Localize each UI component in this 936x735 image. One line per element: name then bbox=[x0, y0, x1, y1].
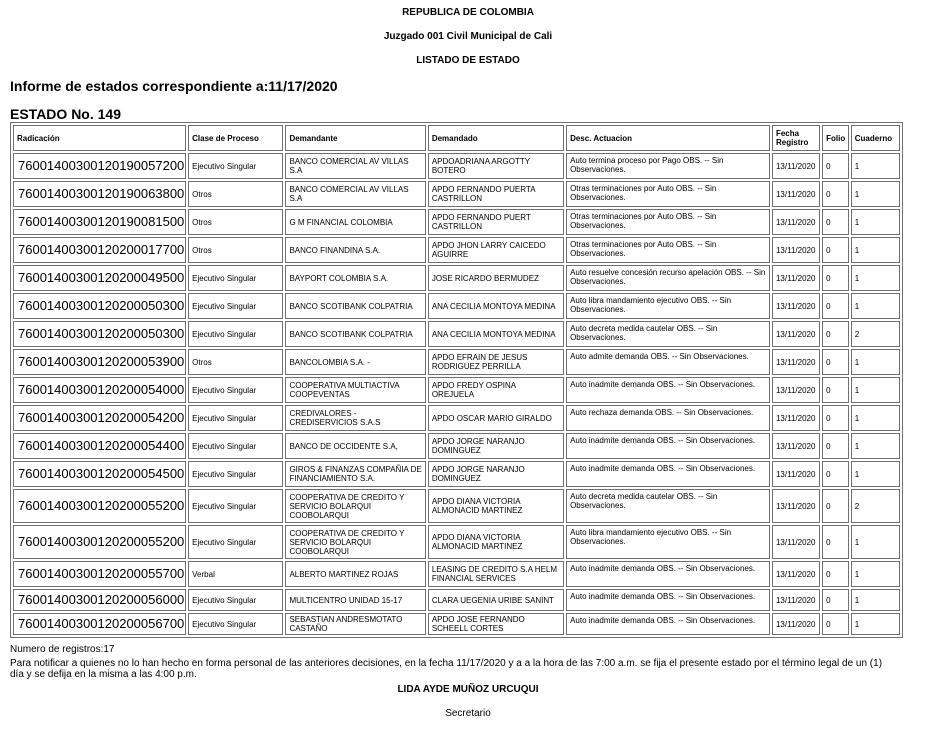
cell-fecha: 13/11/2020 bbox=[772, 349, 820, 375]
cell-radicacion: 76001400300120200050300 bbox=[13, 321, 186, 347]
cell-actuacion: Auto libra mandamiento ejecutivo OBS. -- Sin Observaciones. bbox=[566, 525, 770, 559]
col-header-cuaderno: Cuaderno bbox=[851, 125, 900, 151]
cell-demandado: APDO OSCAR MARIO GIRALDO bbox=[428, 405, 564, 431]
col-header-actuacion: Desc. Actuacion bbox=[566, 125, 770, 151]
table-header-row bbox=[13, 125, 900, 151]
cell-cuaderno: 1 bbox=[851, 613, 900, 635]
cell-cuaderno: 1 bbox=[851, 525, 900, 559]
cell-actuacion: Auto inadmite demanda OBS. -- Sin Observaciones. bbox=[566, 433, 770, 459]
cell-demandado: APDO DIANA VICTORIA ALMONACID MARTINEZ bbox=[428, 525, 564, 559]
cell-folio: 0 bbox=[822, 461, 849, 487]
cell-demandado: APDO FERNANDO PUERTA CASTRILLON bbox=[428, 181, 564, 207]
cell-actuacion: Auto inadmite demanda OBS. -- Sin Observaciones. bbox=[566, 377, 770, 403]
cell-folio: 0 bbox=[822, 209, 849, 235]
cell-folio: 0 bbox=[822, 265, 849, 291]
cell-fecha: 13/11/2020 bbox=[772, 181, 820, 207]
cell-folio: 0 bbox=[822, 153, 849, 179]
cell-folio: 0 bbox=[822, 561, 849, 587]
table-row bbox=[13, 613, 900, 635]
table-row bbox=[13, 433, 900, 459]
cell-cuaderno: 1 bbox=[851, 181, 900, 207]
cell-demandante: COOPERATIVA DE CREDITO Y SERVICIO BOLARQUI COOBOLARQUI bbox=[285, 489, 425, 523]
cell-folio: 0 bbox=[822, 489, 849, 523]
cell-clase: Ejecutivo Singular bbox=[188, 525, 283, 559]
cell-actuacion: Auto decreta medida cautelar OBS. -- Sin Observaciones. bbox=[566, 321, 770, 347]
cell-folio: 0 bbox=[822, 405, 849, 431]
cell-cuaderno: 1 bbox=[851, 293, 900, 319]
cell-demandado: CLARA UEGENIA URIBE SANINT bbox=[428, 589, 564, 611]
header-country: REPUBLICA DE COLOMBIA bbox=[402, 7, 534, 18]
cell-clase: Ejecutivo Singular bbox=[188, 589, 283, 611]
cell-folio: 0 bbox=[822, 349, 849, 375]
table-row bbox=[13, 321, 900, 347]
cell-fecha: 13/11/2020 bbox=[772, 613, 820, 635]
cell-radicacion: 76001400300120190063800 bbox=[13, 181, 186, 207]
cell-clase: Otros bbox=[188, 349, 283, 375]
cell-cuaderno: 1 bbox=[851, 589, 900, 611]
record-count: Numero de registros:17 bbox=[10, 644, 115, 655]
cell-cuaderno: 1 bbox=[851, 349, 900, 375]
cell-actuacion: Otras terminaciones por Auto OBS. -- Sin Observaciones. bbox=[566, 181, 770, 207]
header-court: Juzgado 001 Civil Municipal de Cali bbox=[383, 31, 553, 42]
table-row bbox=[13, 153, 900, 179]
signatory-title: Secretario bbox=[445, 708, 491, 719]
cell-demandante: BANCO COMERCIAL AV VILLAS S.A bbox=[285, 153, 425, 179]
cell-demandado: APDO FREDY OSPINA OREJUELA bbox=[428, 377, 564, 403]
col-header-clase: Clase de Proceso bbox=[188, 125, 283, 151]
cell-demandante: SEBASTIAN ANDRESMOTATO CASTAÑO bbox=[285, 613, 425, 635]
cell-demandante: BANCO SCOTIBANK COLPATRIA bbox=[285, 321, 425, 347]
cell-fecha: 13/11/2020 bbox=[772, 405, 820, 431]
estado-number: ESTADO No. 149 bbox=[10, 106, 121, 122]
cell-clase: Otros bbox=[188, 237, 283, 263]
cell-actuacion: Auto termina proceso por Pago OBS. -- Sin Observaciones. bbox=[566, 153, 770, 179]
cell-radicacion: 76001400300120190057200 bbox=[13, 153, 186, 179]
cell-cuaderno: 1 bbox=[851, 237, 900, 263]
cell-fecha: 13/11/2020 bbox=[772, 589, 820, 611]
table-row bbox=[13, 293, 900, 319]
col-header-radicacion: Radicación bbox=[13, 125, 186, 151]
cell-folio: 0 bbox=[822, 433, 849, 459]
cell-demandado: APDO JHON LARRY CAICEDO AGUIRRE bbox=[428, 237, 564, 263]
cell-demandado: APDO JOSE FERNANDO SCHEELL CORTES bbox=[428, 613, 564, 635]
cell-clase: Ejecutivo Singular bbox=[188, 405, 283, 431]
cell-radicacion: 76001400300120200055200 bbox=[13, 525, 186, 559]
cell-fecha: 13/11/2020 bbox=[772, 461, 820, 487]
cell-clase: Ejecutivo Singular bbox=[188, 461, 283, 487]
cell-cuaderno: 1 bbox=[851, 377, 900, 403]
cell-folio: 0 bbox=[822, 525, 849, 559]
cell-fecha: 13/11/2020 bbox=[772, 433, 820, 459]
cell-demandante: BANCO SCOTIBANK COLPATRIA bbox=[285, 293, 425, 319]
table-row bbox=[13, 461, 900, 487]
cell-clase: Otros bbox=[188, 209, 283, 235]
cell-demandado: APDO JORGE NARANJO DOMINGUEZ bbox=[428, 461, 564, 487]
table-row bbox=[13, 209, 900, 235]
cell-radicacion: 76001400300120200056700 bbox=[13, 613, 186, 635]
cell-demandado: APDO JORGE NARANJO DOMINGUEZ bbox=[428, 433, 564, 459]
table-row bbox=[13, 405, 900, 431]
cell-actuacion: Auto admite demanda OBS. -- Sin Observaciones. bbox=[566, 349, 770, 375]
header-list-title: LISTADO DE ESTADO bbox=[416, 55, 520, 66]
table-row bbox=[13, 561, 900, 587]
cell-radicacion: 76001400300120200054500 bbox=[13, 461, 186, 487]
cell-actuacion: Auto decreta medida cautelar OBS. -- Sin Observaciones. bbox=[566, 489, 770, 523]
col-header-demandado: Demandado bbox=[428, 125, 564, 151]
cell-radicacion: 76001400300120200054200 bbox=[13, 405, 186, 431]
cell-radicacion: 76001400300120200056000 bbox=[13, 589, 186, 611]
cell-demandado: JOSE RICARDO BERMUDEZ bbox=[428, 265, 564, 291]
cell-folio: 0 bbox=[822, 377, 849, 403]
cell-actuacion: Auto rechaza demanda OBS. -- Sin Observaciones. bbox=[566, 405, 770, 431]
cell-folio: 0 bbox=[822, 589, 849, 611]
cell-fecha: 13/11/2020 bbox=[772, 153, 820, 179]
cell-clase: Ejecutivo Singular bbox=[188, 153, 283, 179]
cell-demandado: APDOADRIANA ARGOTTY BOTERO bbox=[428, 153, 564, 179]
cell-radicacion: 76001400300120190081500 bbox=[13, 209, 186, 235]
cell-fecha: 13/11/2020 bbox=[772, 489, 820, 523]
cell-clase: Ejecutivo Singular bbox=[188, 433, 283, 459]
cell-cuaderno: 1 bbox=[851, 461, 900, 487]
cell-fecha: 13/11/2020 bbox=[772, 377, 820, 403]
cell-actuacion: Otras terminaciones por Auto OBS. -- Sin Observaciones. bbox=[566, 209, 770, 235]
cell-cuaderno: 1 bbox=[851, 153, 900, 179]
col-header-demandante: Demandante bbox=[285, 125, 425, 151]
cell-radicacion: 76001400300120200049500 bbox=[13, 265, 186, 291]
cell-demandante: COOPERATIVA MULTIACTIVA COOPEVENTAS bbox=[285, 377, 425, 403]
cell-demandado: ANA CECILIA MONTOYA MEDINA bbox=[428, 293, 564, 319]
col-header-fecha: Fecha Registro bbox=[772, 125, 820, 151]
table-row bbox=[13, 349, 900, 375]
cell-demandado: APDO DIANA VICTORIA ALMONACID MARTINEZ bbox=[428, 489, 564, 523]
cell-fecha: 13/11/2020 bbox=[772, 525, 820, 559]
notification-text: Para notificar a quienes no lo han hecho en forma personal de las anteriores decisiones, en la fecha 11/17/2020 y a a la hora de las 7:00 a.m. se fija el presente estado por el término legal de un (1) día y se defija en la misma a las 4:00 p.m. bbox=[10, 658, 883, 680]
cell-radicacion: 76001400300120200054000 bbox=[13, 377, 186, 403]
cell-cuaderno: 1 bbox=[851, 209, 900, 235]
table-row bbox=[13, 525, 900, 559]
cell-demandante: GIROS & FINANZAS COMPAÑIA DE FINANCIAMIENTO S.A. bbox=[285, 461, 425, 487]
table-row bbox=[13, 489, 900, 523]
report-date-heading: Informe de estados correspondiente a:11/17/2020 bbox=[10, 78, 338, 94]
cell-fecha: 13/11/2020 bbox=[772, 561, 820, 587]
cell-demandante: BANCO FINANDINA S.A. bbox=[285, 237, 425, 263]
cell-radicacion: 76001400300120200017700 bbox=[13, 237, 186, 263]
cell-radicacion: 76001400300120200050300 bbox=[13, 293, 186, 319]
cell-actuacion: Auto resuelve concesión recurso apelación OBS. -- Sin Observaciones. bbox=[566, 265, 770, 291]
cell-fecha: 13/11/2020 bbox=[772, 237, 820, 263]
cell-folio: 0 bbox=[822, 237, 849, 263]
cell-demandado: APDO FERNANDO PUERT CASTRILLON bbox=[428, 209, 564, 235]
cell-clase: Ejecutivo Singular bbox=[188, 293, 283, 319]
table-row bbox=[13, 589, 900, 611]
cell-actuacion: Auto inadmite demanda OBS. -- Sin Observaciones. bbox=[566, 561, 770, 587]
table-row bbox=[13, 265, 900, 291]
cell-clase: Verbal bbox=[188, 561, 283, 587]
cell-fecha: 13/11/2020 bbox=[772, 265, 820, 291]
cell-demandante: COOPERATIVA DE CREDITO Y SERVICIO BOLARQUI COOBOLARQUI bbox=[285, 525, 425, 559]
cell-folio: 0 bbox=[822, 321, 849, 347]
cell-cuaderno: 2 bbox=[851, 321, 900, 347]
cell-demandante: CREDIVALORES - CREDISERVICIOS S.A.S bbox=[285, 405, 425, 431]
table-row bbox=[13, 237, 900, 263]
signatory-name: LIDA AYDE MUÑOZ URCUQUI bbox=[397, 684, 539, 695]
cell-cuaderno: 1 bbox=[851, 433, 900, 459]
table-row bbox=[13, 181, 900, 207]
cell-clase: Otros bbox=[188, 181, 283, 207]
cell-demandante: BANCO DE OCCIDENTE S.A, bbox=[285, 433, 425, 459]
cell-clase: Ejecutivo Singular bbox=[188, 377, 283, 403]
cell-clase: Ejecutivo Singular bbox=[188, 489, 283, 523]
cell-folio: 0 bbox=[822, 181, 849, 207]
cell-radicacion: 76001400300120200055200 bbox=[13, 489, 186, 523]
estado-table bbox=[10, 122, 903, 638]
cell-fecha: 13/11/2020 bbox=[772, 209, 820, 235]
cell-fecha: 13/11/2020 bbox=[772, 293, 820, 319]
cell-actuacion: Auto inadmite demanda OBS. -- Sin Observaciones. bbox=[566, 461, 770, 487]
cell-demandante: MULTICENTRO UNIDAD 15-17 bbox=[285, 589, 425, 611]
cell-clase: Ejecutivo Singular bbox=[188, 265, 283, 291]
cell-cuaderno: 2 bbox=[851, 489, 900, 523]
cell-demandante: BAYPORT COLOMBIA S.A. bbox=[285, 265, 425, 291]
cell-cuaderno: 1 bbox=[851, 561, 900, 587]
cell-folio: 0 bbox=[822, 613, 849, 635]
cell-demandado: APDO EFRAIN DE JESUS RODRIGUEZ PERRILLA bbox=[428, 349, 564, 375]
cell-demandante: BANCOLOMBIA S.A. - bbox=[285, 349, 425, 375]
cell-actuacion: Otras terminaciones por Auto OBS. -- Sin Observaciones. bbox=[566, 237, 770, 263]
cell-demandante: G M FINANCIAL COLOMBIA bbox=[285, 209, 425, 235]
cell-demandado: LEASING DE CREDITO S.A HELM FINANCIAL SERVICES bbox=[428, 561, 564, 587]
cell-radicacion: 76001400300120200054400 bbox=[13, 433, 186, 459]
cell-folio: 0 bbox=[822, 293, 849, 319]
cell-radicacion: 76001400300120200053900 bbox=[13, 349, 186, 375]
cell-clase: Ejecutivo Singular bbox=[188, 613, 283, 635]
col-header-folio: Folio bbox=[822, 125, 849, 151]
cell-demandante: BANCO COMERCIAL AV VILLAS S.A bbox=[285, 181, 425, 207]
cell-cuaderno: 1 bbox=[851, 405, 900, 431]
cell-demandado: ANA CECILIA MONTOYA MEDINA bbox=[428, 321, 564, 347]
cell-radicacion: 76001400300120200055700 bbox=[13, 561, 186, 587]
cell-cuaderno: 1 bbox=[851, 265, 900, 291]
cell-actuacion: Auto inadmite demanda OBS. -- Sin Observaciones. bbox=[566, 589, 770, 611]
cell-demandante: ALBERTO MARTINEZ ROJAS bbox=[285, 561, 425, 587]
cell-clase: Ejecutivo Singular bbox=[188, 321, 283, 347]
table-row bbox=[13, 377, 900, 403]
cell-actuacion: Auto inadmite demanda OBS. -- Sin Observaciones. bbox=[566, 613, 770, 635]
cell-actuacion: Auto libra mandamiento ejecutivo OBS. -- Sin Observaciones. bbox=[566, 293, 770, 319]
cell-fecha: 13/11/2020 bbox=[772, 321, 820, 347]
